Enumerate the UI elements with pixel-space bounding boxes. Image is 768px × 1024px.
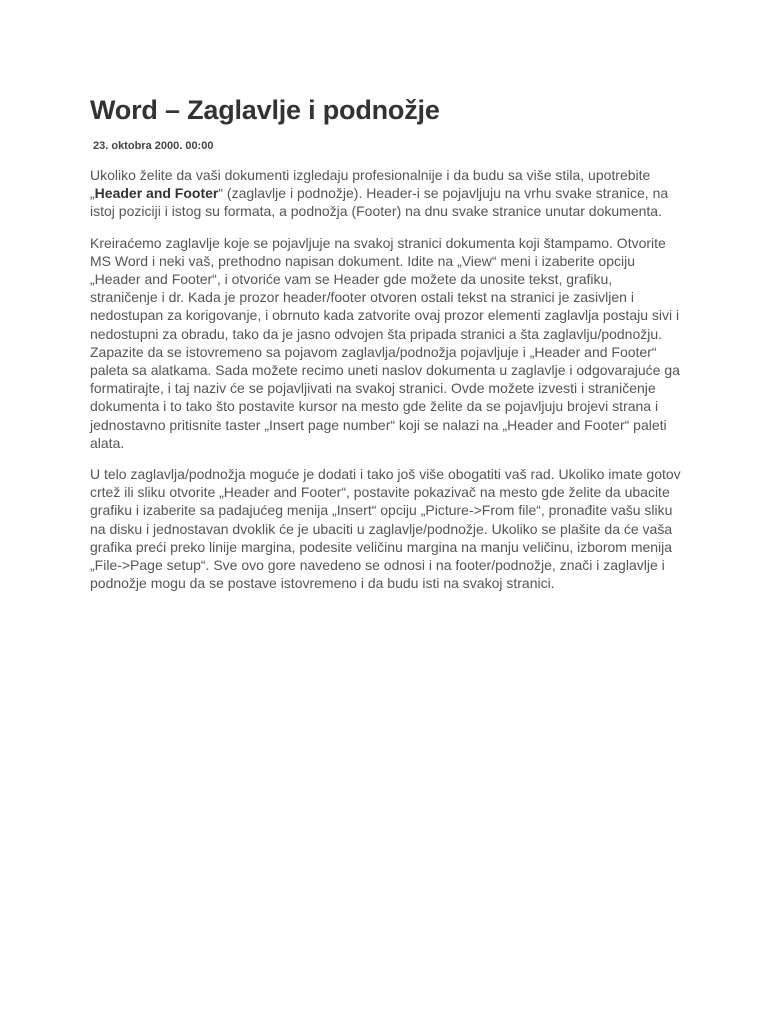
paragraph-graphics: U telo zaglavlja/podnožja moguće je dodati i tako još više obogatiti vaš rad. Ukoliko imate gotov crtež ili sliku otvorite „Header and Footer“, postavite pokazivač na mesto gde želite da ubacite grafiku i izaberite sa padajućeg menija „Insert“ opciju „Picture->From file“, pronađite vašu sliku na disku i jednostavan dvoklik će je ubaciti u zaglavlje/podnožje. Ukoliko se plašite da će vaša grafika preći preko linije margina, podesite veličinu margina na manju veličinu, izborom menija „File->Page setup“. Sve ovo gore navedeno se odnosi i na footer/podnožje, znači i zaglavlje i podnožje mogu da se postave istovremeno i da budu isti na svakoj stranici. <box>90 466 681 592</box>
paragraph-intro-before: Ukoliko želite da vaši dokumenti izgledaju profesionalnije i da budu sa više stila, upotrebite „ <box>90 167 651 202</box>
header-and-footer-bold: Header and Footer <box>94 185 219 202</box>
paragraph-intro-after: “ (zaglavlje i podnožje). Header-i se pojavljuju na vrhu svake stranice, na istoj poziciji i istog su formata, a podnožja (Footer) na dnu svake stranice unutar dokumenta. <box>90 185 669 220</box>
paragraph-intro <box>90 166 682 221</box>
paragraph-create-header: Kreiraćemo zaglavlje koje se pojavljuje na svakoj stranici dokumenta koji štampamo. Otvorite MS Word i neki vaš, prethodno napisan dokument. Idite na „View“ meni i izaberite opciju „Header and Footer“, i otvoriće vam se Header gde možete da unosite tekst, grafiku, straničenje i dr. Kada je prozor header/footer otvoren ostali tekst na stranici je zasivljen i nedostupan za korigovanje, i obrnuto kada zatvorite ovaj prozor elementi zaglavlja postaju sivi i nedostupni za obradu, tako da je jasno odvojen šta pripada stranici a šta zaglavlju/podnožju. Zapazite da se istovremeno sa pojavom zaglavlja/podnožja pojavljuje i „Header and Footer“ paleta sa alatkama. Sada možete recimo uneti naslov dokumenta u zaglavlje i odgovarajuće ga formatirajte, i taj naziv će se pojavljivati na svakoj stranici. Ovde možete izvesti i straničenje dokumenta i to tako što postavite kursor na mesto gde želite da se pojavljuju brojevi strana i jednostavno pritisnite taster „Insert page number“ koji se nalazi na „Header and Footer“ paleti alata. <box>90 234 680 451</box>
page-title: Word – Zaglavlje i podnožje <box>90 95 440 125</box>
publish-date: 23. oktobra 2000. 00:00 <box>93 140 214 152</box>
